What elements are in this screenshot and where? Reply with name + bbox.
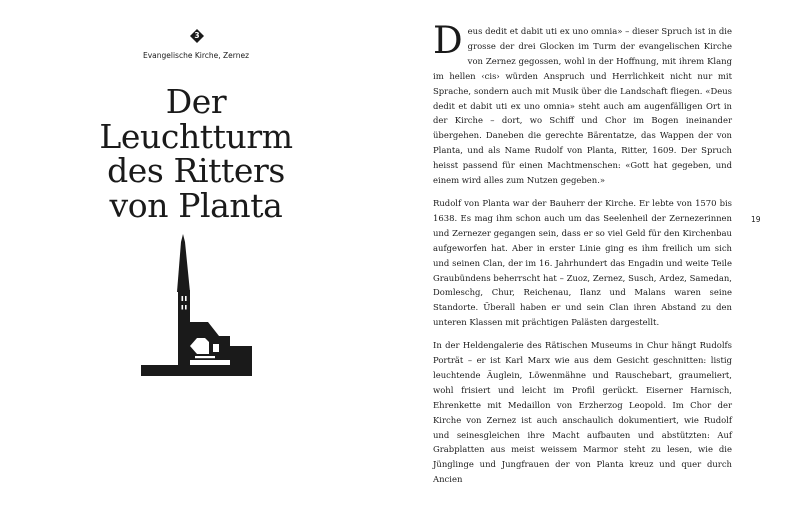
paragraph [433,19,732,188]
title-line: von Planta [109,185,283,225]
drop-cap: D [433,19,463,62]
right-page [393,0,787,520]
title-line: des Ritters [107,151,285,190]
chapter-number: 3 [194,31,200,40]
paragraph: Rudolf von Planta war der Bauherr der Kirche. Er lebte von 1570 bis 1638. Es mag ihm schon auch um das Seelenheil der Zernezerinnen und Zernezer gegangen sein, dass er so viel Geld für den Kirchenbau aufgeworfen hat. Aber in erster Linie ging es ihm freilich um sich und seinen Clan, der im 16. Jahrhundert das Engadin und weite Teile Graubündens beherrscht hat – Zuoz, Zernez, Susch, Ardez, Samedan, Domleschg, Chur, Reichenau, Ilanz und Malans waren seine Standorte. Überall haben er und sein Clan ihren Abstand zu den unteren Klassen mit prächtigen Palästen dargestellt. [433,197,732,328]
chapter-badge [190,29,204,43]
paragraph-text: eus dedit et dabit uti ex uno omnia» – dieser Spruch ist in die grosse der drei Glocken im Turm der evangelischen Kirche von Zernez gegossen, wohl in der Hoffnung, mit ihrem Klang im hellen ‹cis› würden Anspruch und Herrlichkeit nicht nur mit Sprache, sondern auch mit Musik über die Landschaft fliegen. «Deus dedit et dabit uti ex uno omnia» steht auch am augenfälligen Ort in der Kirche – dort, wo Schiff und Chor im Bogen ineinander übergehen. Daneben die gerechte Bärentatze, das Wappen der von Planta, und als Name Rudolf von Planta, Ritter, 1609. Der Spruch heisst passend für einen Machtmenschen: «Gott hat gegeben, und einem wird alles zum Nutzen gegeben.» [433,26,732,186]
body-text [433,19,732,487]
page-number: 19 [751,215,761,224]
title-line: Leuchtturm [99,116,293,156]
left-page [0,0,393,520]
paragraph: In der Heldengalerie des Rätischen Museums in Chur hängt Rudolfs Porträt – er ist Karl Marx wie aus dem Gesicht geschnitten: listig leuchtende Äuglein, Löwenmähne und Rauschebart, graumeliert, wohl frisiert und leicht im Profil gerückt. Eiserner Harnisch, Ehrenkette mit Medaillon von Erzherzog Leopold. Im Chor der Kirche von Zernez ist auch anschaulich dokumentiert, wie Rudolf und seinesgleichen ihre Macht aufbauten und abstützten: Auf Grabplatten aus meist weissem Marmor steht zu lesen, wie die Jünglinge und Jungfrauen der von Planta kreuz und quer durch Ancien [433,340,732,485]
chapter-location: Evangelische Kirche, Zernez [142,51,250,60]
chapter-title [60,82,332,225]
church-silhouette-icon [139,234,255,380]
title-line: Der [165,82,227,121]
